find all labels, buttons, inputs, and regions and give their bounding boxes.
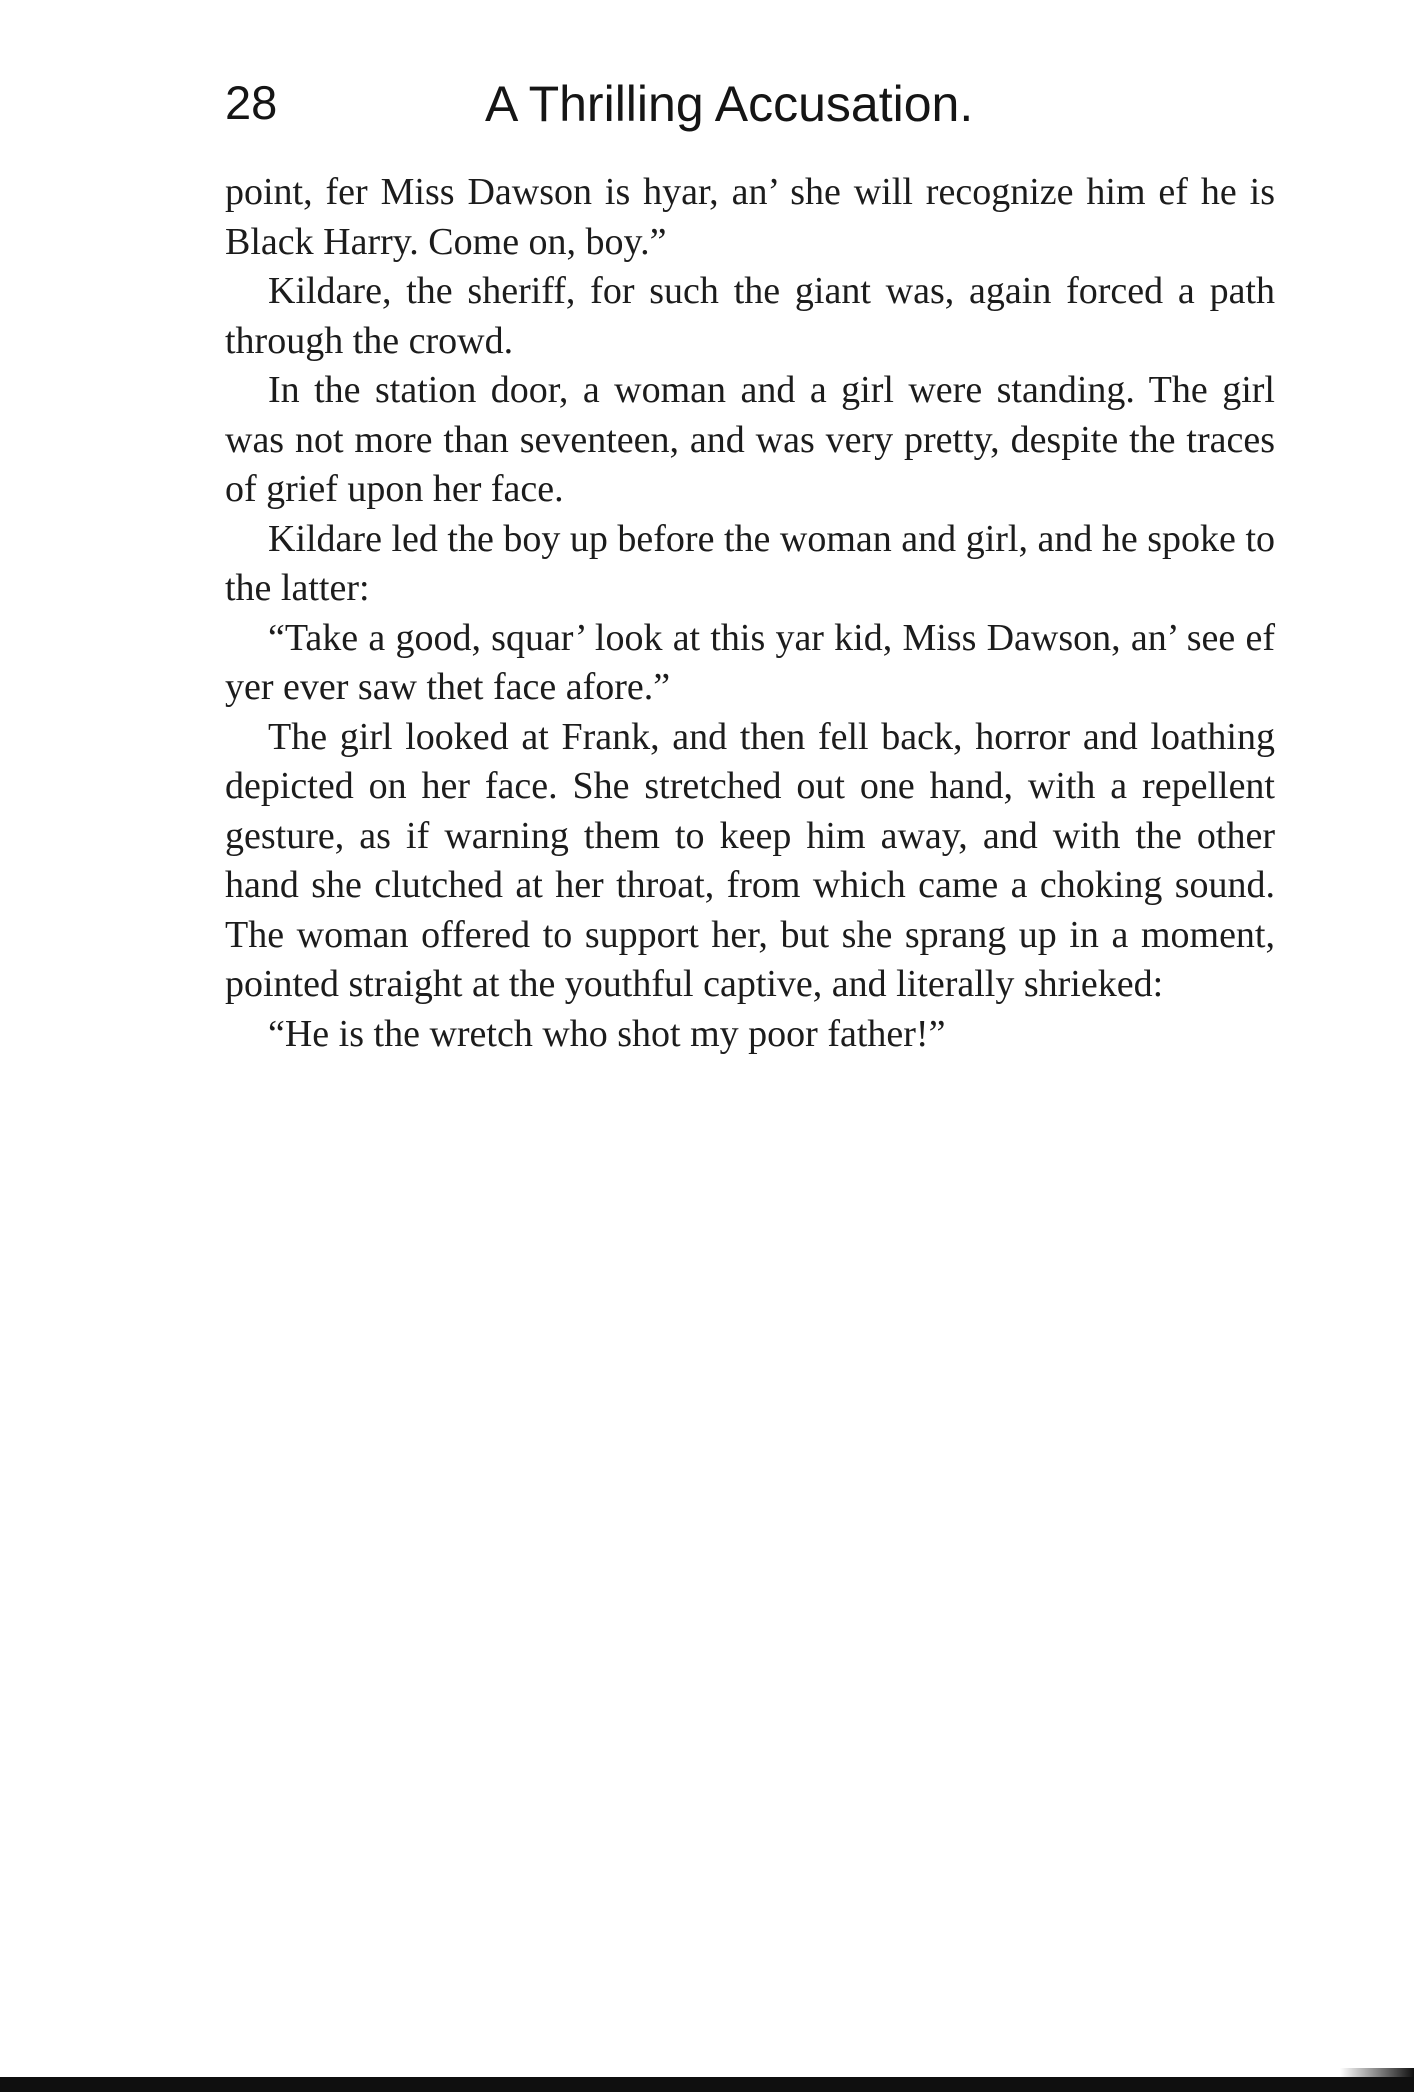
paragraph: Kildare, the sheriff, for such the giant was, again forced a path through the crowd. — [225, 270, 1275, 362]
paragraph: “Take a good, squar’ look at this yar kid, Miss Dawson, an’ see ef yer ever saw thet face afore.” — [225, 616, 1275, 708]
body-text — [225, 168, 1275, 1059]
paragraph: The girl looked at Frank, and then fell back, horror and loathing depicted on her face. She stretched out one hand, with a repellent gesture, as if warning them to keep him away, and with the other hand she clutched at her throat, from which came a choking sound. The woman offered to support her, but she sprang up in a moment, pointed straight at the youthful captive, and literally shrieked: — [225, 715, 1275, 1005]
running-head: A Thrilling Accusation. — [485, 76, 974, 132]
bottom-rule — [0, 2077, 1414, 2092]
paragraph: point, fer Miss Dawson is hyar, an’ she will recognize him ef he is Black Harry. Come on, boy.” — [225, 171, 1275, 263]
page-header — [225, 75, 1275, 145]
paragraph: Kildare led the boy up before the woman and girl, and he spoke to the latter: — [225, 517, 1275, 609]
page-number: 28 — [225, 76, 278, 129]
paragraph: In the station door, a woman and a girl were standing. The girl was not more than seventeen, and was very pretty, despite the traces of grief upon her face. — [225, 369, 1275, 510]
paragraph: “He is the wretch who shot my poor father!” — [268, 1012, 946, 1055]
